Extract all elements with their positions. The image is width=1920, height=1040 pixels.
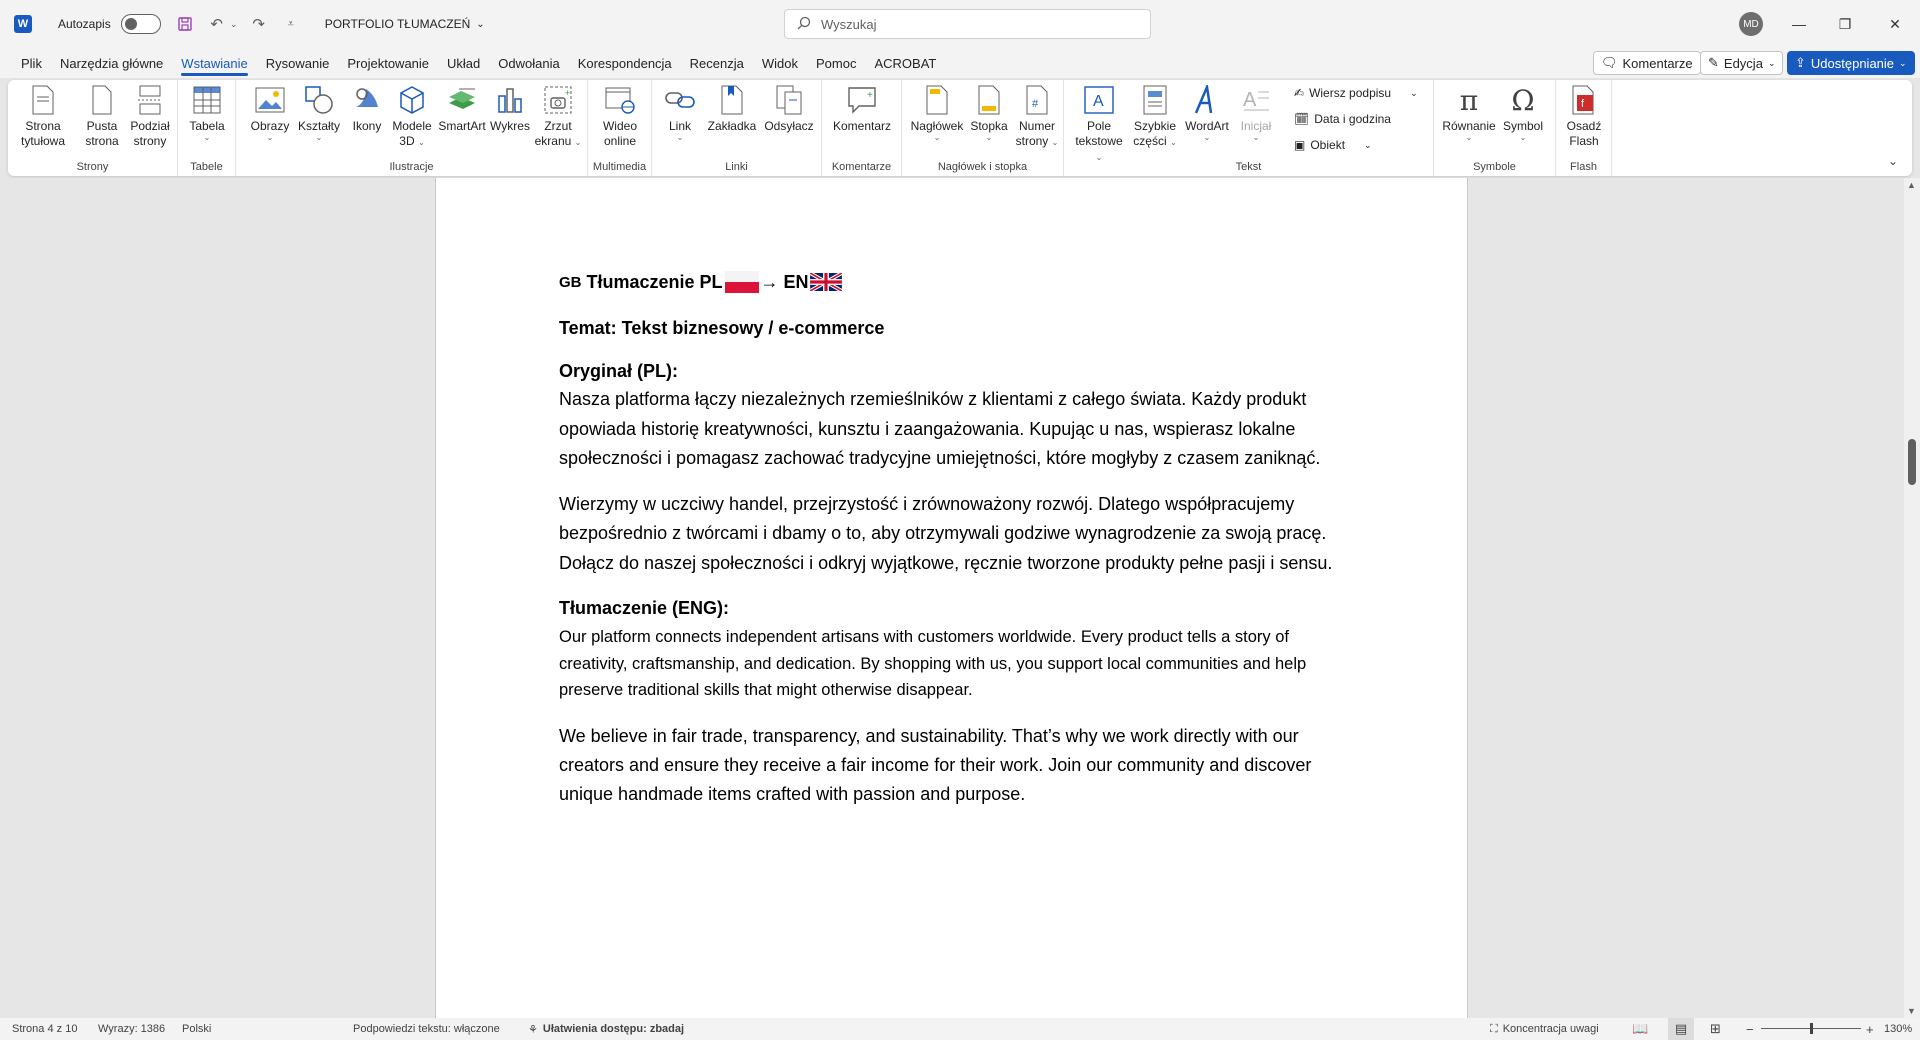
read-mode-icon[interactable]: 📖 — [1632, 1021, 1649, 1036]
ribbon-group-ilustracje — [236, 80, 588, 176]
signature-line-label: Wiersz podpisu — [1309, 86, 1392, 100]
pictures-label: Obrazy — [250, 119, 290, 133]
tab-wstawianie[interactable]: Wstawianie — [172, 48, 256, 78]
blank-page-label-1: Pusta — [86, 119, 118, 133]
cover-page-button[interactable] — [18, 84, 68, 149]
group-label-flash: Flash — [1570, 161, 1597, 173]
smartart-label: SmartArt — [438, 119, 486, 133]
online-video-label-2: online — [603, 134, 637, 148]
group-label-ilustracje: Ilustracje — [389, 161, 434, 173]
chevron-down-icon: ⌄ — [676, 133, 684, 142]
flash-icon — [1568, 84, 1600, 116]
icons-label: Ikony — [352, 119, 382, 133]
quick-parts-label-2: części — [1133, 134, 1167, 148]
pi-icon: π — [1459, 83, 1479, 117]
footer-label: Stopka — [970, 119, 1008, 133]
chevron-down-icon: ⌄ — [1519, 133, 1527, 142]
bookmark-button[interactable] — [706, 84, 758, 134]
tab-uklad[interactable]: Układ — [447, 55, 481, 71]
title-arrow: → EN — [760, 271, 809, 292]
share-button[interactable] — [1787, 51, 1915, 75]
group-label-strony: Strony — [76, 161, 109, 173]
accessibility-button[interactable] — [528, 1018, 684, 1040]
zoom-out-icon[interactable]: − — [1746, 1021, 1754, 1037]
drop-cap-icon — [1240, 84, 1272, 116]
new-comment-button[interactable] — [830, 84, 894, 134]
undo-dropdown-icon[interactable]: ⌄ — [229, 18, 238, 29]
page-count[interactable]: Strona 4 z 10 — [12, 1023, 78, 1035]
scroll-up-icon[interactable]: ▲ — [1907, 180, 1916, 190]
link-icon — [664, 84, 696, 116]
search-icon — [797, 16, 811, 33]
zoom-slider-thumb[interactable] — [1810, 1023, 1813, 1034]
wordart-button[interactable] — [1182, 84, 1232, 142]
chevron-down-icon: ⌄ — [1364, 139, 1372, 150]
pictures-button[interactable] — [250, 84, 290, 142]
tab-widok[interactable]: Widok — [761, 55, 798, 71]
page-break-icon — [134, 84, 166, 116]
pencil-icon: ✎ — [1708, 55, 1719, 70]
group-label-naglowek-stopka: Nagłówek i stopka — [937, 161, 1028, 173]
header-label: Nagłówek — [910, 119, 964, 133]
editing-button-label: Edycja — [1723, 55, 1763, 71]
gb-marker: GB — [559, 273, 582, 291]
document-title[interactable] — [325, 17, 485, 31]
svg-text:+: + — [867, 90, 873, 101]
chevron-down-icon: ⌄ — [933, 133, 941, 142]
page-break-button[interactable] — [128, 84, 172, 149]
topic-heading: Temat: Tekst biznesowy / e-commerce — [559, 318, 885, 338]
equation-label: Równanie — [1442, 119, 1496, 133]
title-bar — [0, 0, 1920, 48]
quick-parts-label-1: Szybkie — [1133, 119, 1177, 133]
document-area — [0, 178, 1904, 1018]
uk-flag-icon — [810, 273, 842, 291]
cover-page-icon — [27, 84, 59, 116]
comments-button[interactable] — [1593, 51, 1701, 75]
cover-page-label-2: tytułowa — [20, 134, 66, 148]
undo-icon[interactable]: ↶ — [210, 16, 223, 33]
tab-rysowanie[interactable]: Rysowanie — [265, 55, 330, 71]
redo-icon[interactable]: ↷ — [252, 16, 265, 33]
cover-page-label-1: Strona — [25, 119, 61, 133]
object-button[interactable] — [1294, 138, 1372, 152]
wordart-label: WordArt — [1185, 119, 1229, 133]
document-title-text: PORTFOLIO TŁUMACZEŃ — [324, 17, 471, 31]
object-label: Obiekt — [1310, 138, 1346, 152]
page-break-label-2: strony — [133, 134, 167, 148]
focus-icon: ⛶ — [1490, 1022, 1498, 1035]
chevron-down-icon: ⌄ — [1767, 57, 1776, 68]
page-break-label-1: Podział — [130, 119, 170, 133]
original-paragraph-1: Nasza platforma łączy niezależnych rzemieślników z klientami z całego świata. Każdy produkt opowiada historię kreatywności, kunsztu i zaangażowania. Kupując u nas, wspierasz lokalne społeczności i pomagasz zachować tradycyjne umiejętności, które mogłyby z czasem zaniknąć. — [559, 389, 1321, 468]
3d-models-button[interactable] — [388, 84, 436, 149]
group-label-tekst: Tekst — [1235, 161, 1262, 173]
editing-button[interactable] — [1700, 51, 1783, 75]
tab-recenzja[interactable]: Recenzja — [689, 55, 744, 71]
screenshot-icon — [542, 84, 574, 116]
chart-icon — [494, 84, 526, 116]
translation-label: Tłumaczenie (ENG): — [559, 598, 730, 618]
omega-icon: Ω — [1511, 83, 1535, 117]
ribbon-group-flash — [1556, 80, 1612, 176]
smartart-icon — [446, 84, 478, 116]
ribbon-group-tekst — [1064, 80, 1434, 176]
screenshot-label-2: ekranu — [534, 134, 572, 148]
ribbon-group-linki — [652, 80, 822, 176]
symbol-button[interactable] — [1498, 84, 1548, 142]
search-box[interactable] — [784, 9, 1151, 39]
avatar[interactable]: MD — [1739, 12, 1763, 36]
chevron-down-icon: ⌄ — [1899, 57, 1907, 68]
blank-page-label-2: strona — [85, 134, 119, 148]
group-label-symbole: Symbole — [1473, 161, 1516, 173]
ribbon-group-multimedia — [588, 80, 652, 176]
text-box-label-1: Pole — [1086, 119, 1112, 133]
wordart-icon — [1191, 84, 1223, 116]
svg-text:A: A — [1243, 89, 1257, 111]
focus-mode-button[interactable] — [1490, 1018, 1599, 1040]
quick-parts-button[interactable] — [1130, 84, 1180, 149]
cross-reference-label: Odsyłacz — [764, 119, 814, 133]
svg-text:A: A — [1093, 93, 1104, 110]
original-label: Oryginał (PL): — [559, 361, 679, 381]
zoom-in-icon[interactable]: + — [1866, 1021, 1874, 1037]
blank-page-icon — [86, 84, 118, 116]
footer-icon — [973, 84, 1005, 116]
chevron-down-icon: ⌄ — [266, 133, 274, 142]
group-label-linki: Linki — [725, 161, 748, 173]
signature-line-button[interactable] — [1294, 86, 1418, 100]
online-video-button[interactable] — [596, 84, 644, 149]
word-logo-icon: W — [14, 15, 32, 33]
table-icon — [191, 84, 223, 116]
screenshot-button[interactable] — [534, 84, 582, 149]
cross-reference-icon — [773, 84, 805, 116]
embed-flash-label-1: Osadź — [1566, 119, 1602, 133]
autosave-label: Autozapis — [58, 17, 111, 31]
chart-button[interactable] — [488, 84, 532, 134]
group-label-tabele: Tabele — [190, 161, 223, 173]
shapes-label: Kształty — [297, 119, 340, 133]
date-time-button[interactable] — [1294, 112, 1391, 126]
ribbon-group-strony — [8, 80, 178, 176]
tab-korespondencja[interactable]: Korespondencja — [577, 55, 672, 71]
chevron-down-icon: ⌄ — [1169, 138, 1177, 147]
chevron-down-icon: ⌄ — [574, 138, 582, 147]
translation-paragraph-1: Our platform connects independent artisans with customers worldwide. Every product tells a story of creativity, craftsmanship, and dedication. By shopping with us, you support local communities and help preserve traditional skills that might otherwise disappear. — [559, 628, 1307, 699]
svg-text:#: # — [1032, 98, 1039, 110]
comments-button-label: Komentarze — [1622, 55, 1693, 71]
accessibility-icon: ⚘ — [528, 1023, 538, 1036]
svg-text:f: f — [1581, 98, 1585, 110]
embed-flash-button[interactable] — [1562, 84, 1606, 149]
ribbon-group-naglowek-stopka — [902, 80, 1064, 176]
calendar-clock-icon: 🗓 — [1294, 112, 1310, 126]
online-video-label-1: Wideo — [602, 119, 637, 133]
object-icon: ▣ — [1294, 138, 1306, 152]
signature-icon: ✍ — [1294, 86, 1305, 100]
ribbon-group-symbole — [1434, 80, 1556, 176]
video-icon — [604, 84, 636, 116]
tab-projektowanie[interactable]: Projektowanie — [347, 55, 430, 71]
chevron-down-icon: ⌄ — [315, 133, 323, 142]
3d-models-label-2: 3D — [399, 134, 415, 148]
table-button[interactable] — [184, 84, 230, 142]
link-label: Link — [668, 119, 691, 133]
page-number-label-2: strony — [1015, 134, 1049, 148]
chevron-down-icon: ⌄ — [476, 18, 485, 30]
page-content — [559, 270, 1359, 809]
translation-paragraph-2: We believe in fair trade, transparency, and sustainability. That’s why we work directly with our creators and ensure they receive a fair income for their work. Join our community and discover unique handmade items crafted with passion and purpose. — [559, 725, 1312, 804]
chevron-down-icon: ⌄ — [1410, 87, 1418, 98]
text-predictions-status[interactable]: Podpowiedzi tekstu: włączone — [353, 1023, 500, 1035]
page-number-button[interactable] — [1012, 84, 1062, 149]
bookmark-icon — [716, 84, 748, 116]
text-box-icon — [1083, 84, 1115, 116]
title-prefix: Tłumaczenie PL — [586, 271, 723, 292]
tab-narzedzia-glowne[interactable]: Narzędzia główne — [59, 55, 164, 71]
restore-icon[interactable]: ❐ — [1838, 15, 1852, 32]
customize-toolbar-icon[interactable]: ⩡ — [287, 17, 294, 30]
table-label: Tabela — [189, 119, 225, 133]
ribbon-expand-icon[interactable]: ⌄ — [1887, 154, 1898, 168]
focus-label: Koncentracja uwagi — [1502, 1023, 1599, 1035]
translation-title — [559, 270, 1359, 294]
new-comment-label: Komentarz — [832, 119, 892, 133]
page-number-label-2-wrap — [1016, 134, 1059, 149]
comment-icon — [846, 84, 878, 116]
embed-flash-label-2: Flash — [1569, 134, 1599, 148]
symbol-label: Symbol — [1502, 119, 1543, 133]
3d-models-label-2-wrap — [399, 134, 424, 149]
chevron-down-icon: ⌄ — [1051, 138, 1059, 147]
tab-acrobat[interactable]: ACROBAT — [874, 55, 937, 71]
share-icon: ⇪ — [1795, 55, 1806, 70]
chevron-down-icon: ⌄ — [985, 133, 993, 142]
link-button[interactable] — [662, 84, 698, 142]
document-page[interactable] — [435, 178, 1468, 1018]
page-number-label-1: Numer — [1018, 119, 1055, 133]
header-button[interactable] — [910, 84, 964, 142]
chevron-down-icon: ⌄ — [1465, 133, 1473, 142]
chevron-down-icon: ⌄ — [417, 138, 425, 147]
scrollbar-thumb[interactable] — [1908, 439, 1916, 485]
drop-cap-button[interactable] — [1236, 84, 1276, 142]
text-box-label-2: tekstowe — [1075, 134, 1123, 148]
zoom-level[interactable]: 130% — [1884, 1023, 1913, 1035]
header-icon — [921, 84, 953, 116]
language-indicator[interactable]: Polski — [182, 1023, 212, 1035]
shapes-button[interactable] — [296, 84, 342, 142]
word-count[interactable]: Wyrazy: 1386 — [98, 1023, 166, 1035]
shapes-icon — [303, 84, 335, 116]
chevron-down-icon: ⌄ — [1203, 133, 1211, 142]
save-icon[interactable] — [173, 12, 197, 36]
search-placeholder: Wyszukaj — [821, 16, 877, 32]
autosave-toggle[interactable] — [121, 14, 161, 34]
web-layout-icon[interactable]: ⊞ — [1710, 1021, 1721, 1036]
svg-text:+: + — [565, 88, 571, 98]
group-label-komentarze: Komentarze — [831, 161, 892, 173]
text-box-label-2-wrap — [1072, 134, 1126, 164]
picture-icon — [254, 84, 286, 116]
group-label-multimedia: Multimedia — [592, 161, 647, 173]
ribbon-group-komentarze — [822, 80, 902, 176]
drop-cap-label: Inicjał — [1240, 119, 1272, 133]
chart-label: Wykres — [490, 119, 530, 133]
text-box-button[interactable] — [1072, 84, 1126, 164]
original-paragraph-2: Wierzymy w uczciwy handel, przejrzystość i zrównoważony rozwój. Dlatego współpracujemy bezpośrednio z twórcami i dbamy o to, aby otrzymywali godziwe wynagrodzenie za swoją pracę. Dołącz do naszej społeczności i odkryj wyjątkowe, ręcznie tworzone produkty pełne pasji i sensu. — [559, 493, 1333, 573]
tab-odwolania[interactable]: Odwołania — [498, 55, 560, 71]
date-time-label: Data i godzina — [1314, 112, 1391, 126]
quick-parts-icon — [1139, 84, 1171, 116]
icons-icon — [351, 84, 383, 116]
tab-plik[interactable]: Plik — [21, 55, 42, 71]
accessibility-label: Ułatwienia dostępu: zbadaj — [542, 1023, 685, 1035]
page-number-icon — [1021, 84, 1053, 116]
screenshot-label-2-wrap — [535, 134, 582, 149]
blank-page-button[interactable] — [82, 84, 122, 149]
poland-flag-icon — [725, 271, 759, 293]
cross-reference-button[interactable] — [762, 84, 816, 134]
share-button-label: Udostępnianie — [1810, 55, 1895, 71]
chevron-down-icon: ⌄ — [1252, 133, 1260, 142]
bookmark-label: Zakładka — [707, 119, 757, 133]
tab-pomoc[interactable]: Pomoc — [816, 55, 857, 71]
print-layout-icon[interactable]: ▤ — [1668, 1018, 1694, 1040]
comment-icon: 🗨 — [1601, 55, 1618, 70]
footer-button[interactable] — [968, 84, 1010, 142]
status-bar — [0, 1018, 1920, 1040]
equation-button[interactable] — [1440, 84, 1498, 142]
vertical-scrollbar[interactable] — [1904, 178, 1920, 1018]
ribbon — [8, 80, 1912, 176]
3d-models-label-1: Modele — [392, 119, 432, 133]
cube-icon — [396, 84, 428, 116]
smartart-button[interactable] — [436, 84, 488, 134]
close-icon[interactable]: ✕ — [1889, 15, 1901, 32]
screenshot-label-1: Zrzut — [544, 119, 572, 133]
icons-button[interactable] — [348, 84, 386, 134]
quick-parts-label-2-wrap — [1133, 134, 1176, 149]
scroll-down-icon[interactable]: ▼ — [1907, 1006, 1916, 1016]
chevron-down-icon: ⌄ — [1095, 153, 1103, 162]
chevron-down-icon: ⌄ — [203, 133, 211, 142]
ribbon-group-tabele — [178, 80, 236, 176]
minimize-icon[interactable]: — — [1792, 16, 1806, 32]
